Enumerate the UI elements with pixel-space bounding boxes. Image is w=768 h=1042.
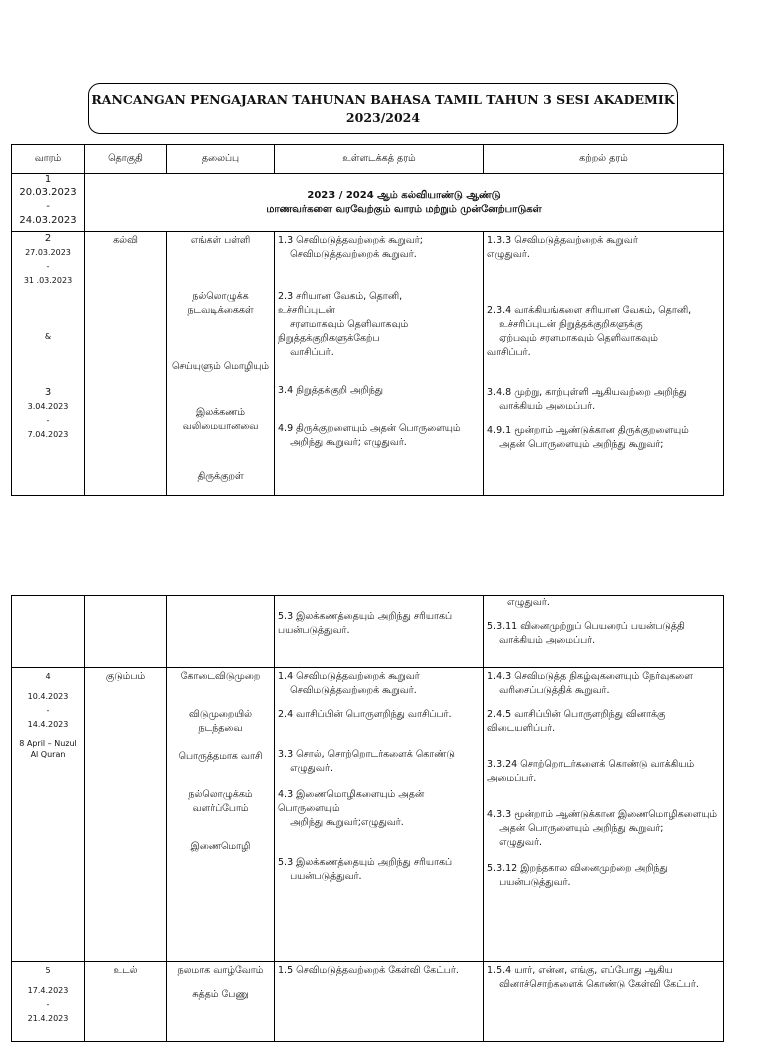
content-standard-item: 4.9 திருக்குறளையும் அதன் பொருளையும் அறிந்து கூறுவர்; எழுதுவர். xyxy=(278,423,461,448)
week-date-start: 3.04.2023 xyxy=(27,402,69,411)
learning-standard-item: 5.3.12 இறந்தகால வினைமுற்றை அறிந்து பயன்படுத்துவர். xyxy=(487,863,668,888)
week-date-dash: - xyxy=(46,262,50,271)
learning-standard-item: 3.3.24 சொற்றொடர்களைக் கொண்டு வாக்கியம் அமைப்பர். xyxy=(487,759,698,784)
week-date-end: 7.04.2023 xyxy=(27,430,69,439)
lesson-plan-table-1 xyxy=(11,144,724,496)
week-date-start: 27.03.2023 xyxy=(25,248,71,257)
unit-cell: உடல் xyxy=(85,962,167,1042)
topic-item: கோடைவிடுமுறை xyxy=(180,671,261,682)
learning-standard-item: எழுதுவர். xyxy=(507,597,550,608)
content-standard-item: 2.3 சரியான வேகம், தொனி, உச்சரிப்புடன் சரளமாகவும் தெளிவாகவும் நிறுத்தக்குறிகளுக்கேற்ப வாசிப்பர். xyxy=(278,291,409,358)
topic-item: செய்யுளும் மொழியும் xyxy=(171,361,269,372)
topic-cell xyxy=(167,668,275,962)
content-standard-item: 3.4 நிறுத்தக்குறி அறிந்து xyxy=(278,385,384,396)
week-number: 3 xyxy=(44,387,52,398)
content-standard-item: 5.3 இலக்கணத்தையும் அறிந்து சரியாகப் பயன்படுத்துவர். xyxy=(278,857,453,882)
learning-standard-item: 1.5.4 யார், என்ன, எங்கு, எப்போது ஆகிய வினாச்சொற்களைக் கொண்டு கேள்வி கேட்பர். xyxy=(487,965,699,990)
content-standard-cell xyxy=(275,596,484,668)
content-standard-item: 1.3 செவிமடுத்தவற்றைக் கூறுவர்; செவிமடுத்தவற்றைக் கூறுவர். xyxy=(278,235,423,260)
learning-standard-item: 2.3.4 வாக்கியங்களை சரியான வேகம், தொனி, உச்சரிப்புடன் நிறுத்தக்குறிகளுக்கு ஏற்பவும் சரளமாகவும் தெளிவாகவும் வாசிப்பர். xyxy=(487,305,692,358)
topic-item: நலமாக வாழ்வோம் xyxy=(177,965,264,976)
week-date-dash: - xyxy=(46,201,50,212)
topic-item: நல்லொழுக்கம் வளர்ப்போம் xyxy=(188,789,253,814)
topic-cell xyxy=(167,596,275,668)
topic-item: எங்கள் பள்ளி xyxy=(190,235,251,246)
week-date-start: 17.4.2023 xyxy=(27,986,69,995)
orientation-line-1: 2023 / 2024 ஆம் கல்வியாண்டு ஆண்டு xyxy=(307,189,501,201)
topic-item: பொருத்தமாக வாசி xyxy=(178,751,263,762)
week-number: 5 xyxy=(45,966,51,975)
table-row-week-2-3 xyxy=(12,232,724,496)
week-and-symbol: & xyxy=(44,332,52,341)
learning-standard-item: 2.4.5 வாசிப்பின் பொருளறிந்து வினாக்கு விடையளிப்பர். xyxy=(487,709,669,734)
orientation-week-cell xyxy=(85,174,724,232)
header-topic: தலைப்பு xyxy=(167,145,275,174)
week-number: 2 xyxy=(44,233,52,244)
learning-standard-item: 1.3.3 செவிமடுத்தவற்றைக் கூறுவர் எழுதுவர். xyxy=(487,235,638,260)
week-date-dash: - xyxy=(46,1000,50,1009)
learning-standard-item: 1.4.3 செவிமடுத்த நிகழ்வுகளையும் நேர்வுகளை வரிசைப்படுத்திக் கூறுவர். xyxy=(487,671,693,696)
learning-standard-cell xyxy=(484,596,724,668)
table-row-continuation xyxy=(12,596,724,668)
unit-cell: குடும்பம் xyxy=(85,668,167,962)
week-date-end: 24.03.2023 xyxy=(19,215,77,226)
unit-cell xyxy=(85,596,167,668)
header-learning-standard: கற்றல் தரம் xyxy=(484,145,724,174)
week-number: 4 xyxy=(45,672,51,681)
topic-item: விடுமுறையில் நடந்தவை xyxy=(189,709,252,734)
content-standard-item: 5.3 இலக்கணத்தையும் அறிந்து சரியாகப் பயன்படுத்துவர். xyxy=(278,611,453,636)
week-cell xyxy=(12,596,85,668)
topic-item: சுத்தம் பேணு xyxy=(192,989,249,1000)
week-cell xyxy=(12,232,85,496)
learning-standard-cell xyxy=(484,962,724,1042)
title-line-2: 2023/2024 xyxy=(345,110,421,125)
topic-cell xyxy=(167,232,275,496)
learning-standard-item: 5.3.11 வினைமுற்றுப் பெயரைப் பயன்படுத்தி வாக்கியம் அமைப்பர். xyxy=(487,621,685,646)
table-row-intro xyxy=(12,174,724,232)
week-cell xyxy=(12,174,85,232)
topic-item: நல்லொழுக்க நடவடிக்கைகள் xyxy=(187,291,254,316)
content-standard-cell xyxy=(275,668,484,962)
week-date-end: 31 .03.2023 xyxy=(23,276,73,285)
week-date-dash: - xyxy=(46,416,50,425)
table-row-week-4 xyxy=(12,668,724,962)
content-standard-item: 4.3 இணைமொழிகளையும் அதன் பொருளையும் அறிந்து கூறுவர்;எழுதுவர். xyxy=(278,789,425,828)
content-standard-item: 3.3 சொல், சொற்றொடர்களைக் கொண்டு எழுதுவர். xyxy=(278,749,455,774)
content-standard-cell xyxy=(275,962,484,1042)
document-title-box xyxy=(88,83,678,134)
header-content-standard: உள்ளடக்கத் தரம் xyxy=(275,145,484,174)
topic-item: திருக்குறள் xyxy=(197,471,244,482)
topic-item: இலக்கணம் வலிமையானவை xyxy=(182,407,259,432)
week-date-start: 10.4.2023 xyxy=(27,692,69,701)
orientation-line-2: மாணவர்களை வரவேற்கும் வாரம் மற்றும் முன்னேற்பாடுகள் xyxy=(266,203,542,215)
topic-cell xyxy=(167,962,275,1042)
holiday-note: 8 April – Nuzul Al Quran xyxy=(19,739,77,759)
week-date-end: 21.4.2023 xyxy=(27,1014,69,1023)
learning-standard-item: 4.3.3 மூன்றாம் ஆண்டுக்கான இணைமொழிகளையும் அதன் பொருளையும் அறிந்து கூறுவர்; எழுதுவர். xyxy=(487,809,718,848)
week-cell xyxy=(12,668,85,962)
content-standard-item: 2.4 வாசிப்பின் பொருளறிந்து வாசிப்பர். xyxy=(278,709,452,720)
week-number: 1 xyxy=(44,174,52,185)
header-week: வாரம் xyxy=(12,145,85,174)
table-header-row xyxy=(12,145,724,174)
week-date-dash: - xyxy=(46,706,50,715)
content-standard-item: 1.4 செவிமடுத்தவற்றைக் கூறுவர் செவிமடுத்தவற்றைக் கூறுவர். xyxy=(278,671,420,696)
content-standard-item: 1.5 செவிமடுத்தவற்றைக் கேள்வி கேட்பர். xyxy=(278,965,459,976)
learning-standard-item: 3.4.8 முற்று, காற்புள்ளி ஆகியவற்றை அறிந்து வாக்கியம் அமைப்பர். xyxy=(487,387,687,412)
topic-item: இணைமொழி xyxy=(190,841,251,852)
week-date-start: 20.03.2023 xyxy=(19,187,77,198)
lesson-plan-table-2 xyxy=(11,595,724,1042)
week-cell xyxy=(12,962,85,1042)
table-row-week-5 xyxy=(12,962,724,1042)
week-date-end: 14.4.2023 xyxy=(27,720,69,729)
learning-standard-cell xyxy=(484,232,724,496)
learning-standard-item: 4.9.1 மூன்றாம் ஆண்டுக்கான திருக்குறளையும் அதன் பொருளையும் அறிந்து கூறுவர்; xyxy=(487,425,689,450)
learning-standard-cell xyxy=(484,668,724,962)
unit-cell: கல்வி xyxy=(85,232,167,496)
content-standard-cell xyxy=(275,232,484,496)
header-unit: தொகுதி xyxy=(85,145,167,174)
title-line-1: RANCANGAN PENGAJARAN TAHUNAN BAHASA TAMIL TAHUN 3 SESI AKADEMIK xyxy=(91,92,675,107)
